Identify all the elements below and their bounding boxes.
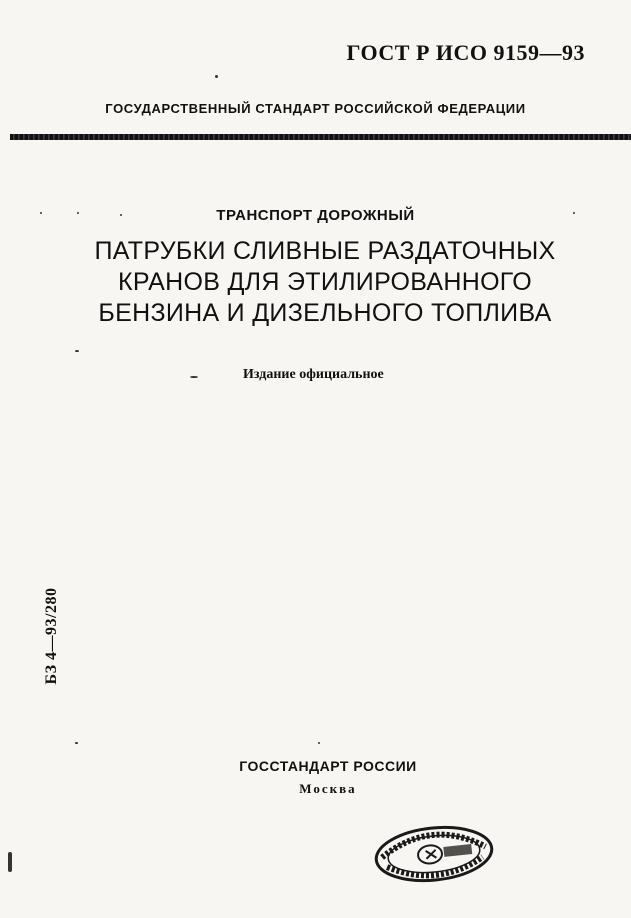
document-category: ТРАНСПОРТ ДОРОЖНЫЙ bbox=[216, 207, 415, 224]
title-line: БЕНЗИНА И ДИЗЕЛЬНОГО ТОПЛИВА bbox=[98, 299, 552, 327]
print-speck bbox=[573, 212, 575, 214]
edition-label: Издание официальное bbox=[243, 367, 384, 382]
header-rule bbox=[10, 134, 631, 140]
print-speck bbox=[120, 214, 122, 216]
title-line: КРАНОВ ДЛЯ ЭТИЛИРОВАННОГО bbox=[117, 268, 532, 296]
title-line: ПАТРУБКИ СЛИВНЫЕ РАЗДАТОЧНЫХ bbox=[94, 237, 556, 265]
print-speck bbox=[75, 742, 78, 744]
document-title bbox=[0, 236, 631, 329]
gost-number: ГОСТ Р ИСО 9159—93 bbox=[346, 40, 585, 65]
print-speck bbox=[40, 212, 42, 214]
library-stamp bbox=[372, 822, 496, 886]
publisher: ГОССТАНДАРТ РОССИИ bbox=[239, 758, 417, 774]
side-code: БЗ 4—93/280 bbox=[43, 587, 60, 685]
standard-header: ГОСУДАРСТВЕННЫЙ СТАНДАРТ РОССИЙСКОЙ ФЕДЕРАЦИИ bbox=[105, 101, 526, 116]
city: Москва bbox=[299, 781, 357, 796]
print-speck bbox=[77, 212, 79, 214]
print-speck bbox=[318, 742, 320, 744]
print-speck bbox=[190, 376, 198, 378]
print-speck bbox=[75, 350, 79, 352]
print-speck bbox=[215, 75, 218, 78]
print-speck bbox=[8, 852, 12, 872]
